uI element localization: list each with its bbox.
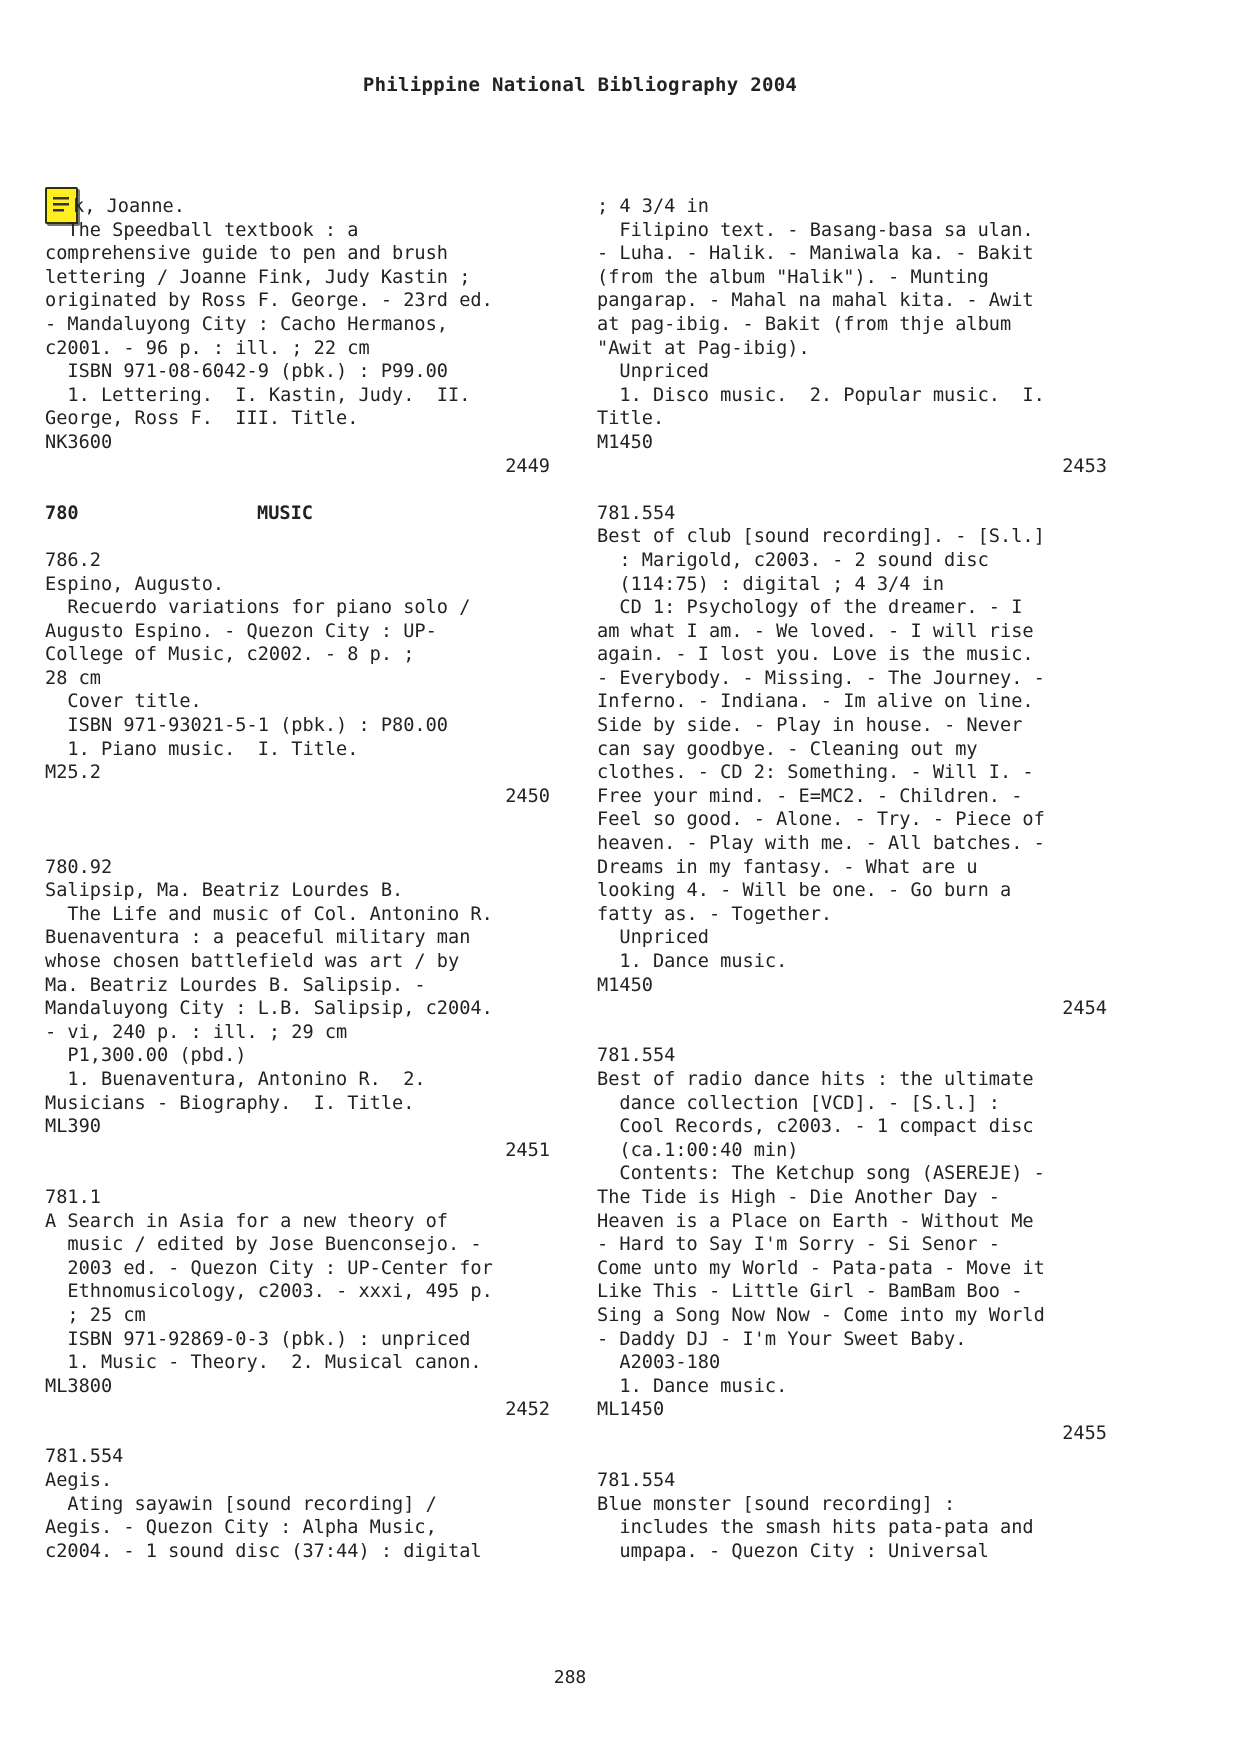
entry-line: (ca.1:00:40 min) [597, 1139, 799, 1161]
page-number: 288 [553, 1667, 587, 1688]
catalog-entry-2449 [45, 195, 550, 478]
entry-line: - vi, 240 p. : ill. ; 29 cm [45, 1021, 348, 1043]
entry-line: P1,300.00 (pbd.) [45, 1045, 247, 1067]
entry-line: M1450 [597, 974, 653, 996]
entry-line: Filipino text. - Basang-basa sa ulan. [597, 219, 1034, 241]
entry-line: Best of club [sound recording]. - [S.l.] [597, 526, 1045, 548]
entry-line: 1. Lettering. I. Kastin, Judy. II. [45, 384, 471, 406]
entry-line: 781.554 [597, 1470, 676, 1492]
entry-line: Ma. Beatriz Lourdes B. Salipsip. - [45, 974, 426, 996]
entry-line: 1. Dance music. [597, 951, 788, 972]
entry-number: 2455 [1062, 1422, 1107, 1444]
entry-number: 2450 [505, 785, 550, 807]
entry-line: Like This - Little Girl - BamBam Boo - [597, 1281, 1023, 1303]
entry-line: The Tide is High - Die Another Day - [597, 1186, 1000, 1208]
entry-line: ; 4 3/4 in [597, 196, 709, 217]
entry-line: Heaven is a Place on Earth - Without Me [597, 1210, 1034, 1232]
entry-line: Sing a Song Now Now - Come into my World [597, 1304, 1045, 1326]
entry-line: clothes. - CD 2: Something. - Will I. - [597, 762, 1034, 784]
entry-line: can say goodbye. - Cleaning out my [597, 738, 978, 760]
entry-line: pangarap. - Mahal na mahal kita. - Awit [597, 290, 1034, 312]
entry-line: M1450 [597, 431, 653, 453]
entry-line: Augusto Espino. - Quezon City : UP- [45, 620, 437, 642]
entry-line: ; 25 cm [45, 1304, 146, 1326]
entry-line: The Life and music of Col. Antonino R. [45, 903, 493, 925]
entry-line: Title. [597, 408, 665, 430]
catalog-entry-2452 [45, 1186, 550, 1422]
entry-line: Salipsip, Ma. Beatriz Lourdes B. [45, 880, 404, 902]
left-column [45, 195, 550, 1563]
entry-line: - Luha. - Halik. - Maniwala ka. - Bakit [597, 243, 1034, 265]
entry-line: ML1450 [597, 1399, 665, 1421]
entry-line: - Daddy DJ - I'm Your Sweet Baby. [597, 1328, 967, 1350]
entry-line: Musicians - Biography. I. Title. [45, 1092, 415, 1114]
entry-line: Blue monster [sound recording] : [597, 1493, 956, 1515]
entry-line: Best of radio dance hits : the ultimate [597, 1068, 1034, 1090]
entry-line: comprehensive guide to pen and brush [45, 243, 448, 265]
entry-line: ISBN 971-93021-5-1 (pbk.) : P80.00 [45, 715, 448, 737]
entry-line: umpapa. - Quezon City : Universal [597, 1540, 989, 1562]
catalog-entry-2453-start [45, 1445, 550, 1563]
entry-line: dance collection [VCD]. - [S.l.] : [597, 1092, 1000, 1114]
entry-line: (114:75) : digital ; 4 3/4 in [597, 573, 945, 595]
entry-line: - Everybody. - Missing. - The Journey. - [597, 667, 1045, 689]
entry-line: Ating sayawin [sound recording] / [45, 1493, 437, 1515]
entry-line: 781.554 [597, 1045, 676, 1067]
entry-line: 1. Music - Theory. 2. Musical canon. [45, 1352, 482, 1374]
entry-line: c2004. - 1 sound disc (37:44) : digital [45, 1540, 482, 1562]
entry-line: Side by side. - Play in house. - Never [597, 715, 1023, 737]
entry-line: : Marigold, c2003. - 2 sound disc [597, 549, 989, 571]
entry-number: 2452 [505, 1399, 550, 1421]
entry-line: Cover title. [45, 691, 202, 713]
catalog-entry-2456-start [597, 1469, 1107, 1563]
entry-line: 780.92 [45, 856, 113, 878]
entry-line: again. - I lost you. Love is the music. [597, 644, 1034, 666]
entry-number: 2453 [1062, 455, 1107, 477]
entry-line: George, Ross F. III. Title. [45, 408, 359, 430]
entry-line: 2003 ed. - Quezon City : UP-Center for [45, 1257, 493, 1279]
entry-line: M25.2 [45, 762, 101, 784]
entry-line: Espino, Augusto. [45, 573, 225, 595]
catalog-entry-2450 [45, 549, 550, 809]
entry-line: Mandaluyong City : L.B. Salipsip, c2004. [45, 998, 493, 1020]
entry-line: - Mandaluyong City : Cacho Hermanos, [45, 313, 448, 335]
entry-line: A2003-180 [597, 1352, 721, 1374]
entry-line: Unpriced [597, 361, 709, 383]
entry-line: originated by Ross F. George. - 23rd ed. [45, 290, 493, 312]
entry-line: - Hard to Say I'm Sorry - Si Senor - [597, 1234, 1000, 1256]
entry-line: k, Joanne. [73, 196, 185, 217]
entry-line: (from the album "Halik"). - Munting [597, 266, 989, 288]
catalog-entry-2455 [597, 1044, 1107, 1445]
entry-line: ML3800 [45, 1375, 113, 1397]
entry-line: Feel so good. - Alone. - Try. - Piece of [597, 809, 1045, 831]
entry-line: Aegis. [45, 1470, 113, 1492]
entry-line: CD 1: Psychology of the dreamer. - I [597, 597, 1023, 619]
entry-number: 2451 [505, 1139, 550, 1161]
entry-number: 2454 [1062, 998, 1107, 1020]
entry-line: Cool Records, c2003. - 1 compact disc [597, 1116, 1034, 1138]
entry-line: 1. Dance music. [597, 1375, 788, 1397]
section-title: MUSIC [257, 502, 313, 524]
entry-line: The Speedball textbook : a [45, 219, 359, 241]
entry-line: 28 cm [45, 667, 101, 689]
entry-line: whose chosen battlefield was art / by [45, 951, 460, 972]
entry-line: 781.554 [45, 1446, 124, 1468]
entry-line: includes the smash hits pata-pata and [597, 1517, 1034, 1539]
entry-line: at pag-ibig. - Bakit (from thje album [597, 313, 1012, 335]
section-heading [45, 502, 550, 526]
entry-line: Unpriced [597, 927, 709, 949]
entry-line: Ethnomusicology, c2003. - xxxi, 495 p. [45, 1281, 493, 1303]
catalog-entry-2451 [45, 856, 550, 1163]
entry-line: College of Music, c2002. - 8 p. ; [45, 644, 415, 666]
section-number: 780 [45, 502, 79, 524]
entry-number: 2449 [505, 455, 550, 477]
entry-line: 1. Buenaventura, Antonino R. 2. [45, 1068, 426, 1090]
entry-line: 1. Disco music. 2. Popular music. I. [597, 384, 1045, 406]
entry-line: Buenaventura : a peaceful military man [45, 927, 471, 949]
entry-line: ISBN 971-92869-0-3 (pbk.) : unpriced [45, 1328, 471, 1350]
entry-line: 781.1 [45, 1186, 101, 1208]
entry-line: A Search in Asia for a new theory of [45, 1210, 448, 1232]
entry-line: 1. Piano music. I. Title. [45, 738, 359, 760]
entry-line: NK3600 [45, 431, 113, 453]
entry-line: Dreams in my fantasy. - What are u [597, 856, 978, 878]
entry-line: ISBN 971-08-6042-9 (pbk.) : P99.00 [45, 361, 448, 383]
entry-line: Free your mind. - E=MC2. - Children. - [597, 785, 1023, 807]
entry-line: 786.2 [45, 549, 101, 571]
entry-line: "Awit at Pag-ibig). [597, 337, 810, 359]
entry-line: c2001. - 96 p. : ill. ; 22 cm [45, 337, 370, 359]
entry-line: ML390 [45, 1116, 101, 1138]
entry-line: Inferno. - Indiana. - Im alive on line. [597, 691, 1034, 713]
entry-line: looking 4. - Will be one. - Go burn a [597, 880, 1012, 902]
entry-line: lettering / Joanne Fink, Judy Kastin ; [45, 266, 471, 288]
entry-line: am what I am. - We loved. - I will rise [597, 620, 1034, 642]
entry-line: Aegis. - Quezon City : Alpha Music, [45, 1517, 437, 1539]
catalog-entry-2454 [597, 502, 1107, 1021]
entry-line: music / edited by Jose Buenconsejo. - [45, 1234, 482, 1256]
entry-line: Recuerdo variations for piano solo / [45, 597, 471, 619]
entry-line: 781.554 [597, 502, 676, 524]
page-title: Philippine National Bibliography 2004 [362, 74, 798, 96]
right-column [597, 195, 1107, 1563]
catalog-entry-2453-end [597, 195, 1107, 478]
entry-line: heaven. - Play with me. - All batches. - [597, 833, 1045, 855]
entry-line: Come unto my World - Pata-pata - Move it [597, 1257, 1045, 1279]
entry-line: Contents: The Ketchup song (ASEREJE) - [597, 1163, 1045, 1185]
entry-line: fatty as. - Together. [597, 903, 833, 925]
